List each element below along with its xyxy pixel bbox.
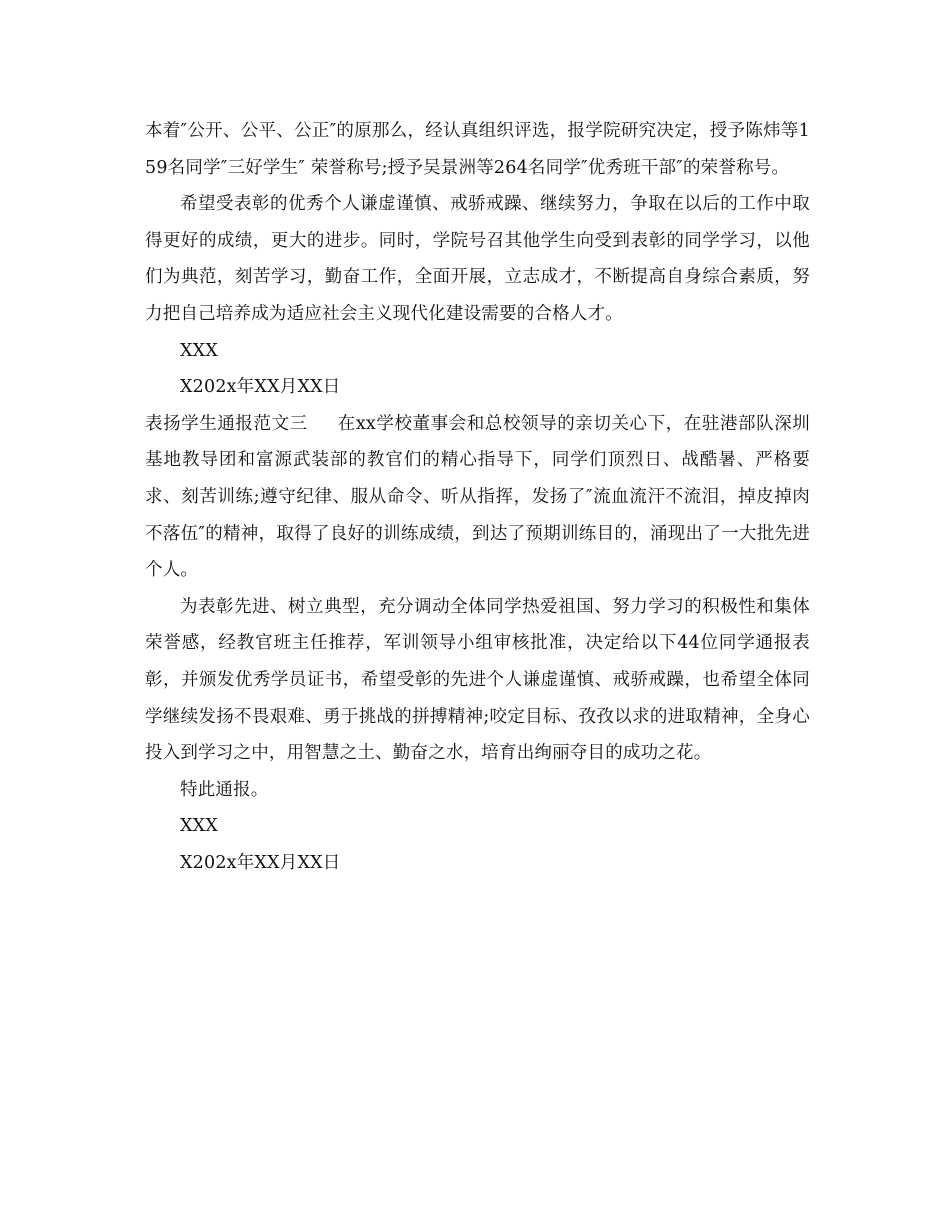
- paragraph-military-training: 在xx学校董事会和总校领导的亲切关心下，在驻港部队深圳基地教导团和富源武装部的教官们的精心指导下，同学们顶烈日、战酷暑、严格要求、刻苦训练;遵守纪律、服从命令、听从指挥，发扬了″流血流汗不流泪，掉皮掉肉不落伍″的精神，取得了良好的训练成绩，到达了预期训练目的，涌现出了一大批先进个人。: [145, 413, 810, 581]
- paragraph-section-three: [145, 406, 810, 589]
- paragraph-commendation: 为表彰先进、树立典型，充分调动全体同学热爱祖国、努力学习的积极性和集体荣誉感，经教官班主任推荐，军训领导小组审核批准，决定给以下44位同学通报表彰，并颁发优秀学员证书，希望受彰的先进个人谦虚谨慎、戒骄戒躁，也希望全体同学继续发扬不畏艰难、勇于挑战的拼搏精神;咬定目标、孜孜以求的进取精神，全身心投入到学习之中，用智慧之土、勤奋之水，培育出绚丽夺目的成功之花。: [145, 596, 810, 764]
- paragraph-encouragement: 希望受表彰的优秀个人谦虚谨慎、戒骄戒躁、继续努力，争取在以后的工作中取得更好的成绩，更大的进步。同时，学院号召其他学生向受到表彰的同学学习，以他们为典范，刻苦学习，勤奋工作，全面开展，立志成才，不断提高自身综合素质，努力把自己培养成为适应社会主义现代化建设需要的合格人才。: [145, 194, 810, 324]
- signature-date-2: X202x年XX月XX日: [180, 852, 341, 873]
- signature-name-1: XXX: [180, 340, 218, 361]
- section-title: 表扬学生通报范文三: [145, 413, 308, 434]
- paragraph-notice: 特此通报。: [180, 779, 269, 800]
- paragraph-award-titles: 本着″公开、公平、公正″的原那么，经认真组织评选，报学院研究决定，授予陈炜等159名同学″三好学生″ 荣誉称号;授予吴景洲等264名同学″优秀班干部″的荣誉称号。: [145, 121, 810, 178]
- signature-date-1: X202x年XX月XX日: [180, 377, 341, 398]
- document-body: [145, 113, 810, 881]
- signature-name-2: XXX: [180, 816, 218, 837]
